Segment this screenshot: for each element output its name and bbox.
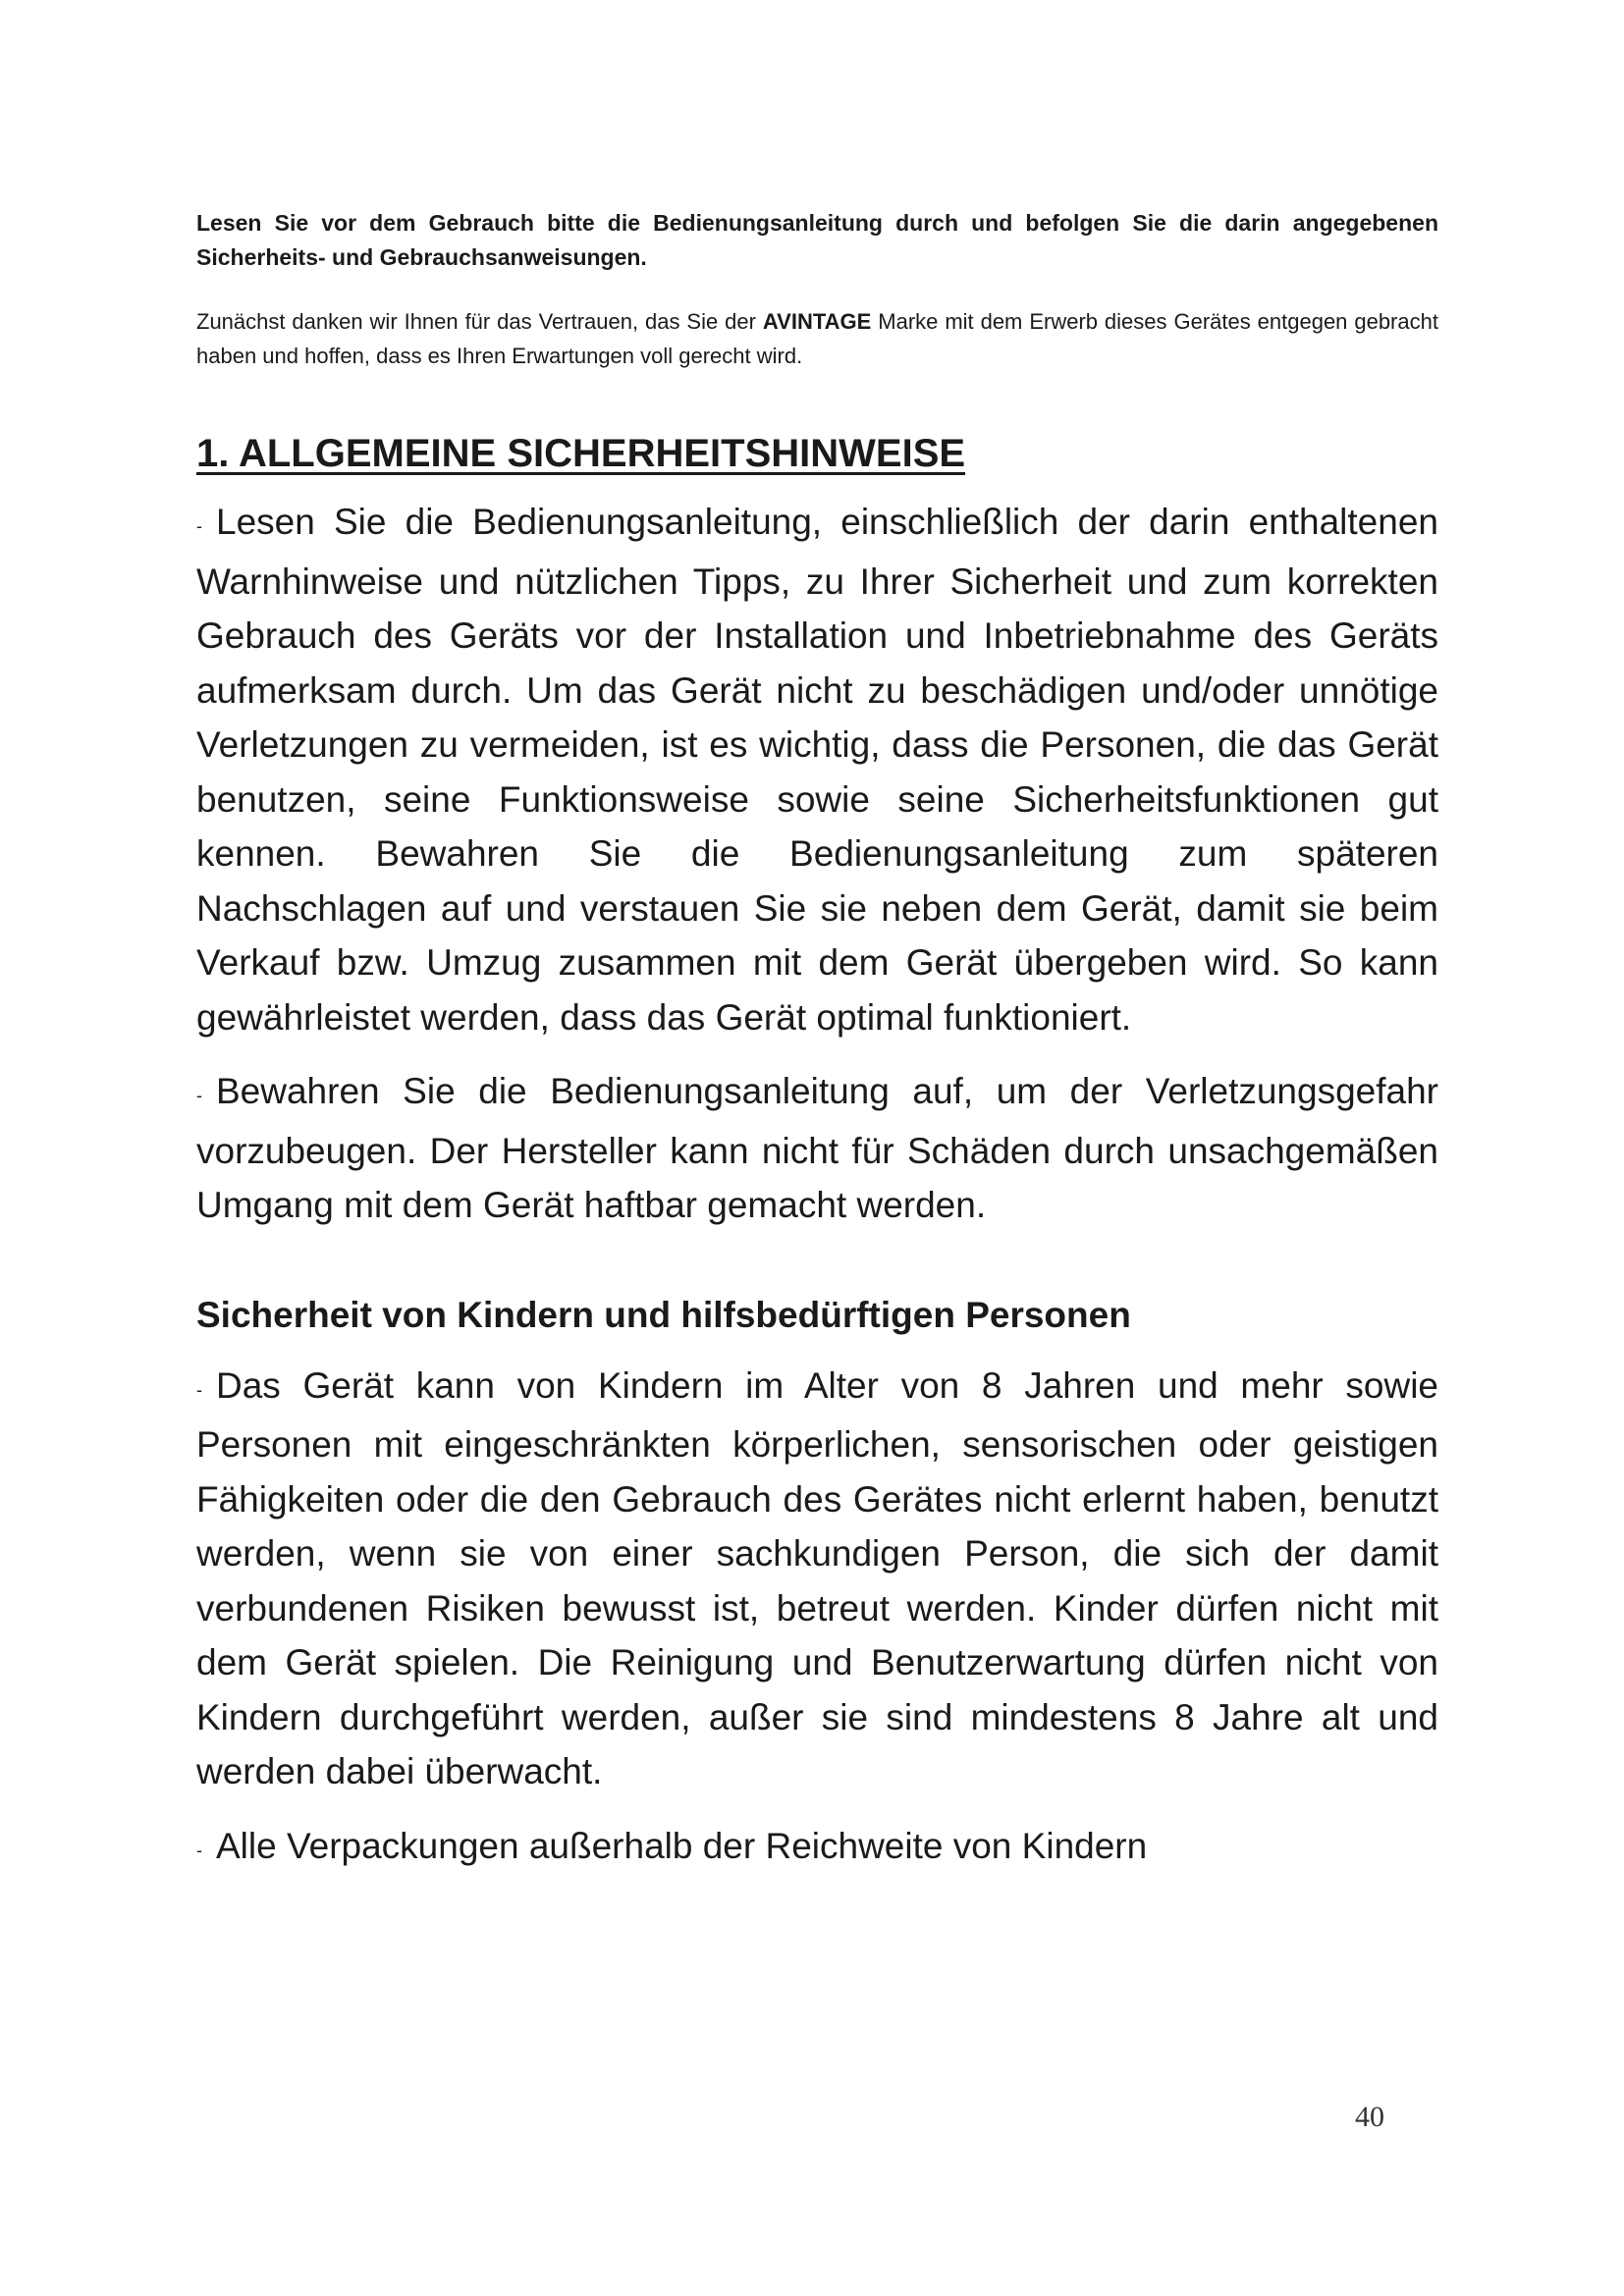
intro-thanks-before: Zunächst danken wir Ihnen für das Vertrauen, das Sie der [196,309,756,334]
bullet-dash: - [196,1086,202,1105]
paragraph-text: Das Gerät kann von Kindern im Alter von 8 Jahren und mehr sowie Personen mit eingeschränkten körperlichen, sensorischen oder geistigen Fähigkeiten oder die den Gebrauch des Gerätes nicht erlernt haben, benutzt werden, wenn sie von einer sachkundigen Person, die sich der damit verbundenen Risiken bewusst ist, betreut werden. Kinder dürfen nicht mit dem Gerät spielen. Die Reinigung und Benutzerwartung dürfen nicht von Kindern durchgeführt werden, außer sie sind mindestens 8 Jahre alt und werden dabei überwacht. [196,1364,1438,1791]
bullet-dash: - [196,1840,202,1860]
children-safety-heading: Sicherheit von Kindern und hilfsbedürftigen Personen [196,1294,1131,1335]
paragraph-children-usage [196,1359,1438,1799]
section-heading: 1. ALLGEMEINE SICHERHEITSHINWEISE [196,432,966,475]
brand-name: AVINTAGE [762,309,872,334]
bullet-dash: - [196,1379,202,1400]
bullet-dash: - [196,516,202,536]
page-content [196,206,1438,1873]
page-number: 40 [1355,2101,1384,2133]
paragraph-keep-manual [196,1064,1438,1233]
intro-warning: Lesen Sie vor dem Gebrauch bitte die Bedienungsanleitung durch und befolgen Sie die darin angegebenen Sicherheits- und Gebrauchsanweisungen. [196,210,1438,270]
paragraph-text: Alle Verpackungen außerhalb der Reichweite von Kindern [216,1825,1148,1866]
intro-thanks [196,304,1438,373]
intro-thanks-after: Marke mit dem Erwerb dieses Gerätes entgegen gebracht haben und hoffen, dass es Ihren Erwartungen voll gerecht wird. [196,309,1438,368]
paragraph-text: Bewahren Sie die Bedienungsanleitung auf, um der Verletzungsgefahr vorzubeugen. Der Hersteller kann nicht für Schäden durch unsachgemäßen Umgang mit dem Gerät haftbar gemacht werden. [196,1071,1438,1225]
paragraph-packaging [196,1819,1438,1873]
paragraph-read-manual [196,495,1438,1044]
paragraph-text: Lesen Sie die Bedienungsanleitung, einschließlich der darin enthaltenen Warnhinweise und nützlichen Tipps, zu Ihrer Sicherheit und zum korrekten Gebrauch des Geräts vor der Installation und Inbetriebnahme des Geräts aufmerksam durch. Um das Gerät nicht zu beschädigen und/oder unnötige Verletzungen zu vermeiden, ist es wichtig, dass die Personen, die das Gerät benutzen, seine Funktionsweise sowie seine Sicherheitsfunktionen gut kennen. Bewahren Sie die Bedienungsanleitung zum späteren Nachschlagen auf und verstauen Sie sie neben dem Gerät, damit sie beim Verkauf bzw. Umzug zusammen mit dem Gerät übergeben wird. So kann gewährleistet werden, dass das Gerät optimal funktioniert. [196,502,1438,1038]
